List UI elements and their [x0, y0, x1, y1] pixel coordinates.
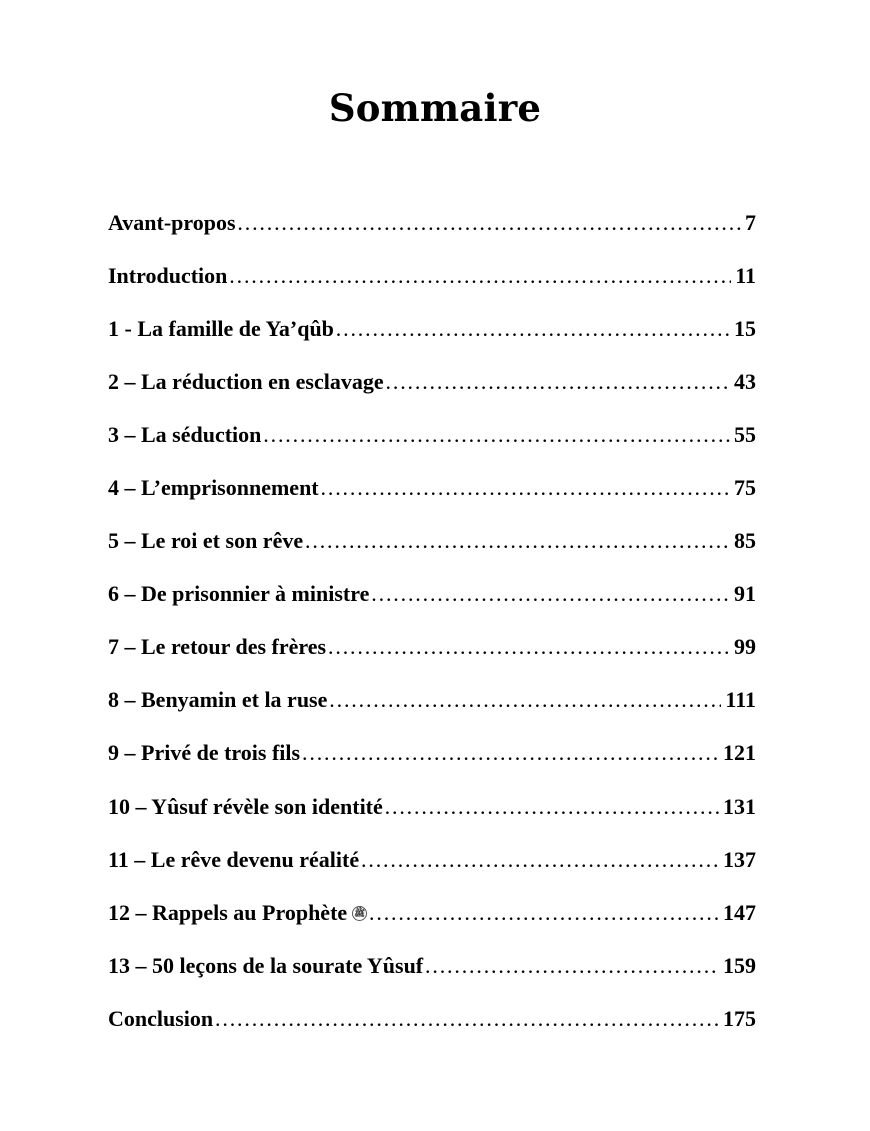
toc-entry-avant-propos: [108, 196, 756, 249]
toc-entry-introduction: [108, 249, 756, 302]
dot-leader: [424, 951, 719, 981]
toc-entry-conclusion: [108, 992, 756, 1045]
toc-entry-chapter-13: [108, 939, 756, 992]
toc-entry-chapter-10: [108, 780, 756, 833]
dot-leader: [320, 473, 730, 503]
toc-entry-label-wrap: [108, 898, 367, 928]
toc-entry-label: Avant-propos: [108, 209, 236, 235]
toc-entry-page: 75: [734, 475, 756, 501]
toc-entry-label: 5 – Le roi et son rêve: [108, 528, 304, 554]
toc-entry-page: 137: [723, 846, 756, 872]
dot-leader: [368, 898, 719, 928]
toc-entry-page: 11: [735, 262, 756, 288]
toc-entry-label: 2 – La réduction en esclavage: [108, 368, 384, 394]
dot-leader: [228, 261, 731, 291]
toc-entry-label: 8 – Benyamin et la ruse: [108, 687, 328, 713]
toc-entry-label: 4 – L’emprisonnement: [108, 475, 319, 501]
toc-entry-label: 6 – De prisonnier à ministre: [108, 581, 370, 607]
toc-entry-chapter-6: [108, 568, 756, 621]
table-of-contents: [108, 196, 756, 1046]
toc-entry-label: Conclusion: [108, 1005, 214, 1031]
toc-entry-chapter-1: [108, 302, 756, 355]
toc-entry-label: 3 – La séduction: [108, 421, 262, 447]
toc-entry-page: 15: [734, 315, 756, 341]
toc-entry-page: 99: [734, 634, 756, 660]
dot-leader: [214, 1004, 719, 1034]
toc-entry-page: 7: [745, 209, 756, 235]
toc-entry-chapter-2: [108, 355, 756, 408]
toc-entry-page: 55: [734, 421, 756, 447]
dot-leader: [370, 579, 730, 609]
dot-leader: [385, 367, 730, 397]
toc-entry-page: 147: [723, 899, 756, 925]
page-title: Sommaire: [328, 86, 542, 130]
toc-entry-chapter-12: [108, 886, 756, 939]
toc-entry-page: 91: [734, 581, 756, 607]
toc-entry-chapter-8: [108, 674, 756, 727]
toc-entry-label: 11 – Le rêve devenu réalité: [108, 846, 360, 872]
toc-entry-page: 85: [734, 528, 756, 554]
dot-leader: [262, 420, 730, 450]
toc-entry-label: 12 – Rappels au Prophète: [108, 899, 348, 925]
toc-entry-chapter-3: [108, 408, 756, 461]
toc-entry-label: Introduction: [108, 262, 228, 288]
dot-leader: [304, 526, 730, 556]
dot-leader: [384, 792, 719, 822]
toc-entry-page: 43: [734, 368, 756, 394]
dot-leader: [360, 845, 719, 875]
toc-entry-chapter-11: [108, 833, 756, 886]
dot-leader: [301, 738, 719, 768]
toc-entry-chapter-7: [108, 621, 756, 674]
toc-entry-page: 111: [725, 687, 756, 713]
pbuh-calligraphy-icon: ﷺ: [352, 906, 367, 921]
dot-leader: [335, 314, 730, 344]
toc-entry-page: 159: [723, 952, 756, 978]
toc-entry-label: 10 – Yûsuf révèle son identité: [108, 793, 383, 819]
dot-leader: [328, 685, 721, 715]
toc-entry-page: 131: [723, 793, 756, 819]
toc-entry-chapter-4: [108, 461, 756, 514]
toc-entry-label: 9 – Privé de trois fils: [108, 740, 301, 766]
toc-entry-label: 1 - La famille de Ya’qûb: [108, 315, 334, 341]
toc-entry-page: 121: [723, 740, 756, 766]
toc-entry-label: 13 – 50 leçons de la sourate Yûsuf: [108, 952, 424, 978]
dot-leader: [237, 208, 741, 238]
toc-entry-chapter-5: [108, 515, 756, 568]
toc-entry-chapter-9: [108, 727, 756, 780]
toc-entry-label: 7 – Le retour des frères: [108, 634, 327, 660]
toc-entry-page: 175: [723, 1005, 756, 1031]
dot-leader: [327, 632, 730, 662]
